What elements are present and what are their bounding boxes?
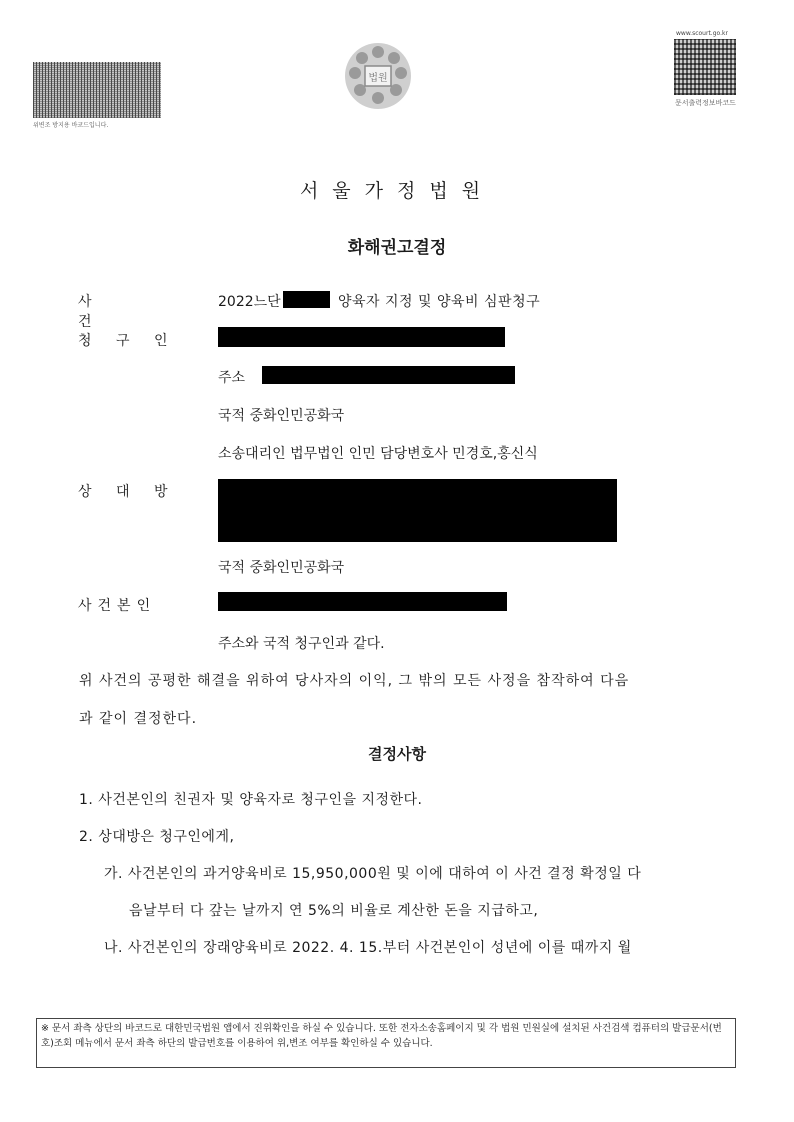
case-name: 양육자 지정 및 양육비 심판청구 — [338, 294, 541, 310]
intro-line-1: 위 사건의 공평한 해결을 위하여 당사자의 이익, 그 밖의 모든 사정을 참작하여 다음 — [79, 673, 630, 689]
decision-item-1: 1. 사건본인의 친권자 및 양육자로 청구인을 지정한다. — [79, 792, 423, 808]
decision-title: 결정사항 — [368, 745, 426, 763]
claimant-attorney: 소송대리인 법무법인 인민 담당변호사 민경호,홍신식 — [218, 446, 538, 462]
claimant-label: 청 구 인 — [78, 333, 178, 349]
case-label: 사 건 — [78, 294, 110, 330]
redaction-claimant-name — [218, 327, 505, 347]
case-number-prefix: 2022느단 — [218, 294, 281, 310]
decision-item-2: 2. 상대방은 청구인에게, — [79, 829, 235, 845]
barcode-caption: 위변조 방지용 바코드입니다. — [33, 122, 109, 129]
respondent-nationality: 국적 중화인민공화국 — [218, 560, 345, 576]
decision-item-2a-line-2: 음날부터 다 갚는 날까지 연 5%의 비율로 계산한 돈을 지급하고, — [129, 903, 539, 919]
intro-line-2: 과 같이 결정한다. — [79, 711, 198, 727]
decision-item-2b-line-1: 나. 사건본인의 장래양육비로 2022. 4. 15.부터 사건본인이 성년에 이를 때까지 월 — [104, 940, 632, 956]
redaction-respondent-info — [218, 479, 617, 542]
subject-label: 사건본인 — [78, 598, 157, 614]
document-qr-code — [674, 39, 736, 95]
qr-caption: 문서출력정보바코드 — [675, 99, 736, 107]
qr-url: www.scourt.go.kr — [676, 30, 728, 37]
court-seal-logo — [342, 40, 414, 112]
document-title: 화해권고결정 — [347, 238, 447, 258]
decision-item-2a-line-1: 가. 사건본인의 과거양육비로 15,950,000원 및 이에 대하여 이 사건 결정 확정일 다 — [104, 866, 642, 882]
claimant-nationality: 국적 중화인민공화국 — [218, 408, 345, 424]
footer-notice: ※ 문서 좌측 상단의 바코드로 대한민국법원 앱에서 진위확인을 하실 수 있습니다. 또한 전자소송홈페이지 및 각 법원 민원실에 설치된 사건검색 컴퓨터의 발급문서(번호)조회 메뉴에서 문서 좌측 하단의 발급번호를 이용하여 위,변조 여부를 확인하실 수 있습니다. — [36, 1018, 736, 1068]
court-name: 서울가정법원 — [299, 180, 495, 202]
claimant-address-label: 주소 — [218, 370, 246, 386]
svg-text:법원: 법원 — [368, 73, 388, 84]
subject-note: 주소와 국적 청구인과 같다. — [218, 636, 385, 652]
redaction-subject-name — [218, 592, 507, 611]
authenticity-barcode — [33, 62, 161, 118]
respondent-label: 상 대 방 — [78, 484, 178, 500]
redaction-case-number — [283, 291, 330, 308]
redaction-claimant-address — [262, 366, 515, 384]
